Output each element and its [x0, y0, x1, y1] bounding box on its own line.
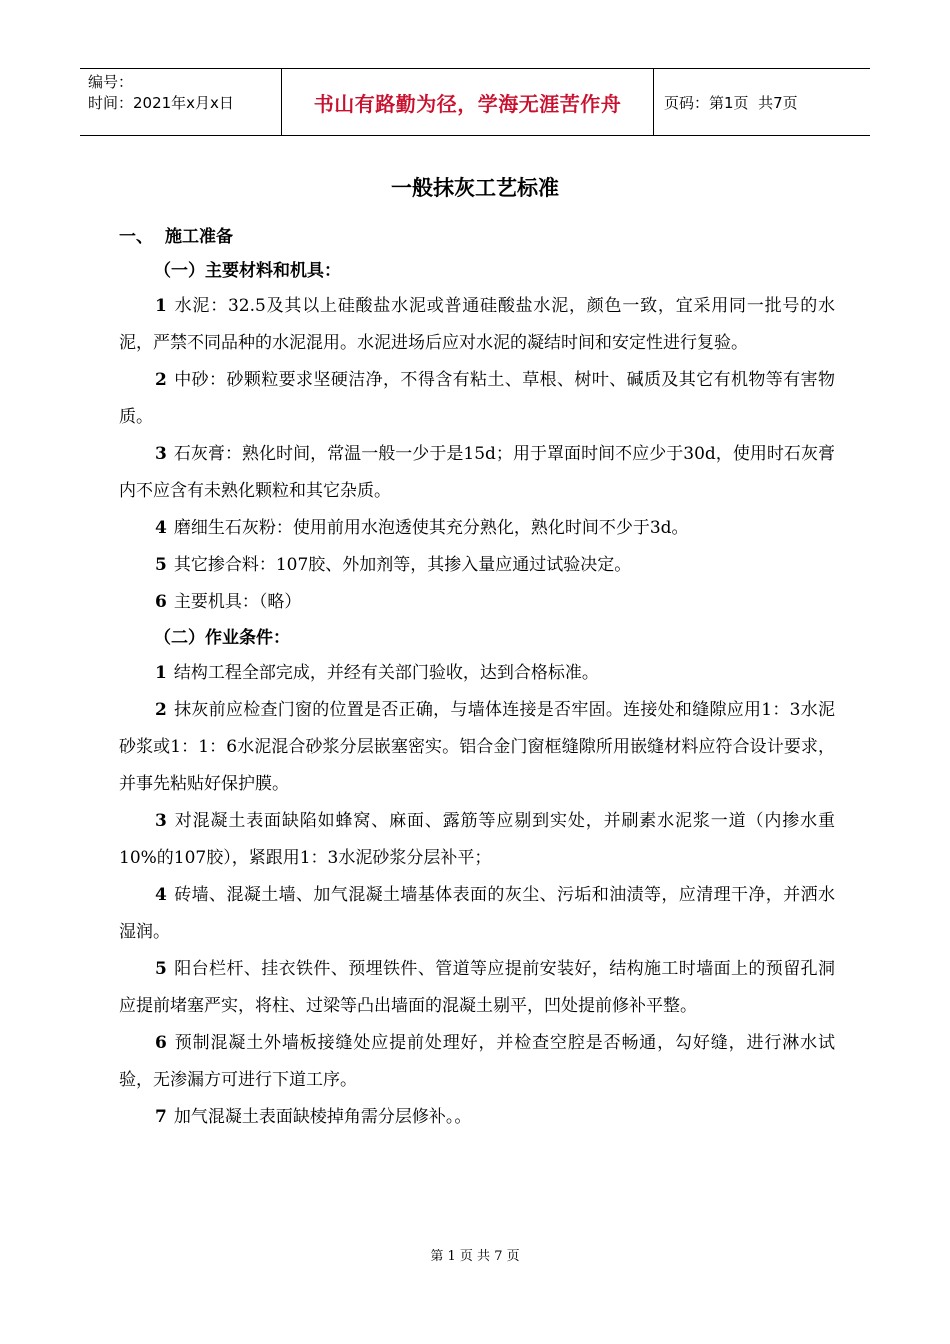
item-text: 对混凝土表面缺陷如蜂窝、麻面、露筋等应剔到实处，并刷素水泥浆一道（内掺水重10%的107胶），紧跟用1：3水泥砂浆分层补平； [119, 811, 835, 868]
document-title: 一般抹灰工艺标准 [391, 176, 559, 200]
subsection-heading-conditions: （二）作业条件： [154, 628, 290, 648]
item-text: 砖墙、混凝土墙、加气混凝土墙基体表面的灰尘、污垢和油渍等，应清理干净，并洒水湿润。 [119, 885, 835, 942]
item-number: 3 [155, 811, 167, 831]
item-number: 5 [155, 555, 167, 575]
page-info: 页码：第1页 共7页 [664, 93, 798, 112]
item-number: 4 [155, 518, 167, 538]
list-item [119, 877, 835, 951]
subsection-heading-materials: （一）主要材料和机具： [154, 261, 341, 281]
section-heading [119, 222, 835, 254]
header-meta-cell [80, 69, 282, 135]
section-number: 一、 [119, 227, 153, 247]
item-number: 6 [155, 1033, 167, 1053]
item-text: 阳台栏杆、挂衣铁件、预埋铁件、管道等应提前安装好，结构施工时墙面上的预留孔洞应提前堵塞严实，将柱、过梁等凸出墙面的混凝土剔平，凹处提前修补平整。 [119, 959, 835, 1016]
page-footer [0, 1245, 950, 1264]
list-item [119, 692, 835, 803]
item-number: 2 [155, 700, 167, 720]
item-text: 抹灰前应检查门窗的位置是否正确，与墙体连接是否牢固。连接处和缝隙应用1：3水泥砂浆或1：1：6水泥混合砂浆分层嵌塞密实。铝合金门窗框缝隙所用嵌缝材料应符合设计要求，并事先粘贴好保护膜。 [119, 700, 835, 794]
item-text: 水泥：32.5及其以上硅酸盐水泥或普通硅酸盐水泥，颜色一致，宜采用同一批号的水泥，严禁不同品种的水泥混用。水泥进场后应对水泥的凝结时间和安定性进行复验。 [119, 296, 835, 353]
page-header [80, 68, 870, 136]
list-item [119, 510, 835, 547]
list-item [119, 288, 835, 362]
list-item [119, 1099, 835, 1136]
motto-text: 书山有路勤为径，学海无涯苦作舟 [313, 91, 622, 116]
item-number: 1 [155, 663, 167, 683]
item-text: 磨细生石灰粉：使用前用水泡透使其充分熟化，熟化时间不少于3d。 [173, 518, 689, 538]
list-item [119, 803, 835, 877]
item-number: 7 [155, 1107, 167, 1127]
item-text: 加气混凝土表面缺棱掉角需分层修补。。 [173, 1107, 472, 1127]
list-item [119, 1025, 835, 1099]
document-body [119, 222, 835, 1136]
list-item [119, 584, 835, 621]
list-item [119, 436, 835, 510]
list-item [119, 655, 835, 692]
header-motto-cell [282, 69, 654, 135]
date-label: 时间：2021年x月x日 [88, 94, 234, 112]
item-number: 6 [155, 592, 167, 612]
item-number: 5 [155, 959, 167, 979]
item-text: 中砂：砂颗粒要求坚硬洁净，不得含有粘土、草根、树叶、碱质及其它有机物等有害物质。 [119, 370, 835, 427]
item-number: 1 [155, 296, 167, 316]
item-text: 结构工程全部完成，并经有关部门验收，达到合格标准。 [173, 663, 599, 683]
number-label: 编号： [88, 73, 134, 91]
item-text: 其它掺合料：107胶、外加剂等，其掺入量应通过试验决定。 [173, 555, 632, 575]
item-number: 2 [155, 370, 167, 390]
list-item [119, 547, 835, 584]
item-number: 3 [155, 444, 167, 464]
section-title: 施工准备 [165, 227, 233, 247]
item-text: 预制混凝土外墙板接缝处应提前处理好，并检查空腔是否畅通，勾好缝，进行淋水试验，无渗漏方可进行下道工序。 [119, 1033, 835, 1090]
item-text: 主要机具：（略） [173, 592, 302, 612]
header-page-cell [654, 69, 870, 135]
item-number: 4 [155, 885, 167, 905]
list-item [119, 362, 835, 436]
list-item [119, 951, 835, 1025]
item-text: 石灰膏：熟化时间，常温一般一少于是15d；用于罩面时间不应少于30d，使用时石灰膏内不应含有未熟化颗粒和其它杂质。 [119, 444, 835, 501]
footer-page-number: 第 1 页 共 7 页 [430, 1249, 520, 1264]
